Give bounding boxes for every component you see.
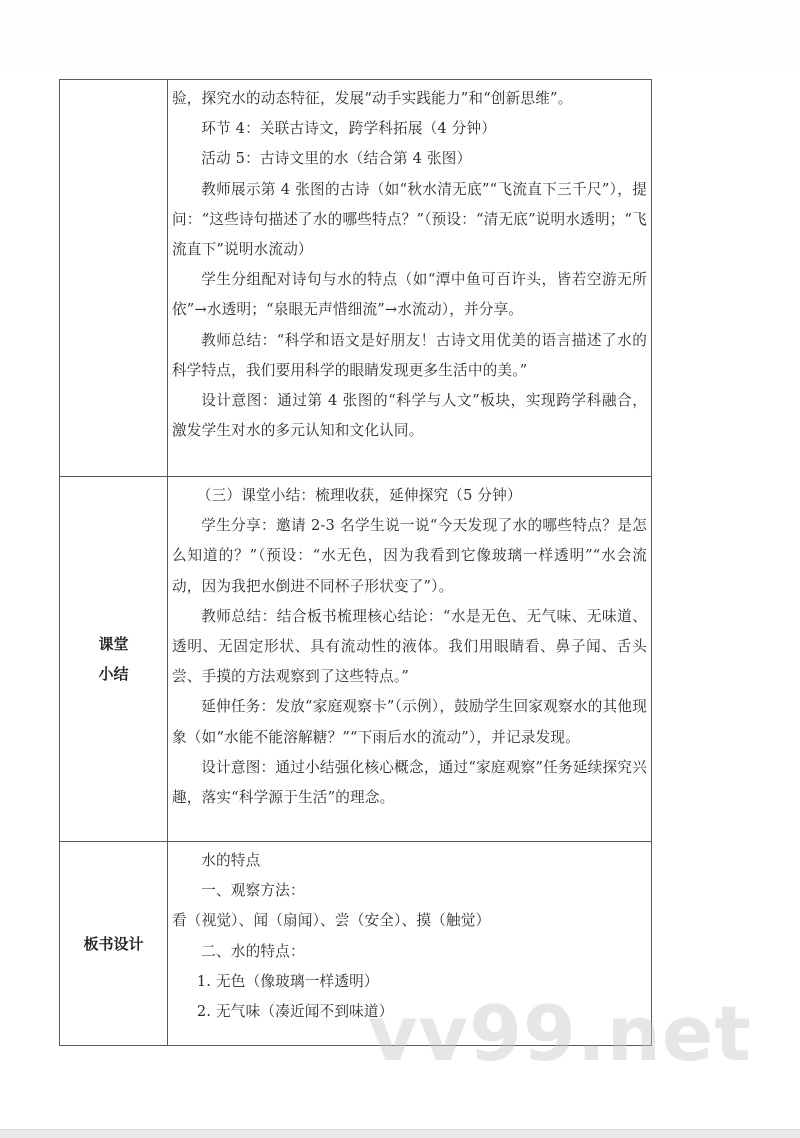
section-heading: 环节 4：关联古诗文，跨学科拓展（4 分钟） xyxy=(201,120,497,138)
paragraph: 教师展示第 4 张图的古诗（如“秋水清无底”“飞流直下三千尺”），提问：“这些诗句描述了水的哪些特点？”（预设：“清无底”说明水透明；“飞流直下”说明水流动） xyxy=(172,180,647,259)
paragraph: 验，探究水的动态特征，发展“动手实践能力”和“创新思维”。 xyxy=(172,90,573,107)
row-label-class-summary xyxy=(60,477,168,842)
watermark: vv99.net xyxy=(368,989,752,1078)
table-row-activity-continuation xyxy=(60,80,652,477)
board-heading: 二、水的特点： xyxy=(201,942,305,960)
label-line: 课堂 xyxy=(98,635,129,653)
row-label-blackboard-design: 板书设计 xyxy=(60,842,168,1046)
design-intent-paragraph: 设计意图：通过小结强化核心概念，通过“家庭观察”任务延续探究兴趣，落实“科学源于生活”的理念。 xyxy=(172,758,647,807)
page-top-margin xyxy=(0,0,800,70)
row-content-blackboard-design xyxy=(168,842,652,1046)
lesson-plan-table xyxy=(59,79,652,1046)
table-row-class-summary xyxy=(60,477,652,842)
paragraph: 学生分享：邀请 2-3 名学生说一说“今天发现了水的哪些特点？是怎么知道的？”（预设：“水无色，因为我看到它像玻璃一样透明”“水会流动，因为我把水倒进不同杯子形状变了”）。 xyxy=(172,517,647,595)
paragraph: 教师总结：“科学和语文是好朋友！古诗文用优美的语言描述了水的科学特点，我们要用科学的眼睛发现更多生活中的美。” xyxy=(172,331,647,379)
label-line: 小结 xyxy=(98,665,129,683)
board-list-item: 1. 无色（像玻璃一样透明） xyxy=(196,972,379,990)
paragraph: 延伸任务：发放“家庭观察卡”（示例），鼓励学生回家观察水的其他现象（如“水能不能溶解糖？”“下雨后水的流动”），并记录发现。 xyxy=(172,698,647,746)
row-content-class-summary xyxy=(168,477,652,842)
paragraph: 教师总结：结合板书梳理核心结论：“水是无色、无气味、无味道、透明、无固定形状、具有流动性的液体。我们用眼睛看、鼻子闻、舌头尝、手摸的方法观察到了这些特点。” xyxy=(172,607,647,686)
section-heading: （三）课堂小结：梳理收获，延伸探究（5 分钟） xyxy=(196,487,522,504)
board-heading: 一、观察方法： xyxy=(201,882,305,900)
board-title: 水的特点 xyxy=(201,852,261,869)
board-list-item: 2. 无气味（凑近闻不到味道） xyxy=(196,1003,394,1021)
table-row-blackboard-design xyxy=(60,842,652,1046)
design-intent-paragraph: 设计意图：通过第 4 张图的“科学与人文”板块，实现跨学科融合，激发学生对水的多元认知和文化认同。 xyxy=(172,392,647,440)
row-content-activity xyxy=(168,80,652,477)
board-line: 看（视觉）、闻（扇闻）、尝（安全）、摸（触觉） xyxy=(172,912,491,930)
paragraph: 学生分组配对诗句与水的特点（如“潭中鱼可百许头，皆若空游无所依”→水透明；“泉眼无声惜细流”→水流动），并分享。 xyxy=(172,271,647,319)
activity-heading: 活动 5：古诗文里的水（结合第 4 张图） xyxy=(201,150,472,168)
row-label-empty xyxy=(60,80,168,477)
